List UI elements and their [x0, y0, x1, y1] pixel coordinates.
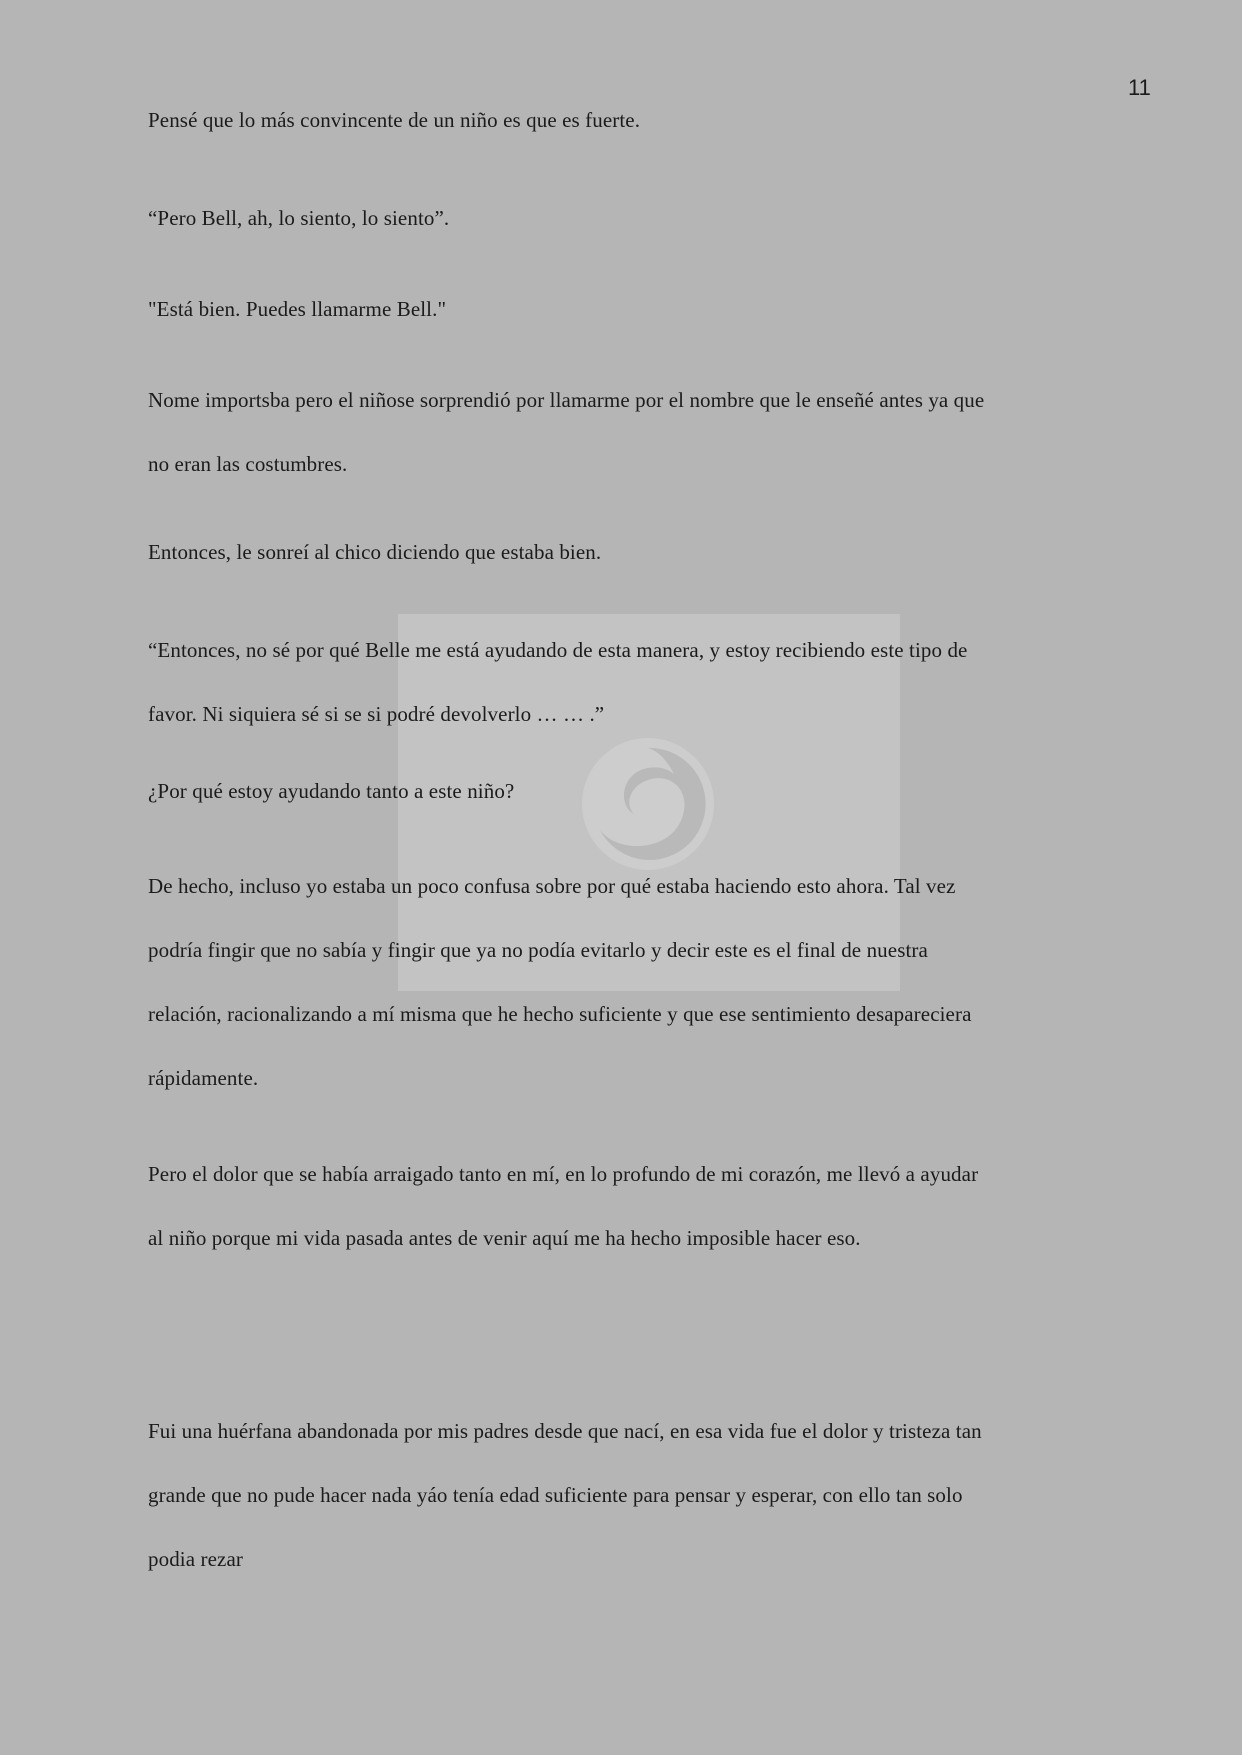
paragraph-line: Entonces, le sonreí al chico diciendo que estaba bien. [148, 540, 602, 564]
swirl-logo-icon [578, 734, 718, 874]
paragraph-line: no eran las costumbres. [148, 452, 348, 476]
paragraph-line: al niño porque mi vida pasada antes de venir aquí me ha hecho imposible hacer eso. [148, 1226, 861, 1250]
paragraph-line: De hecho, incluso yo estaba un poco confusa sobre por qué estaba haciendo esto ahora. Tal vez [148, 874, 956, 898]
paragraph-line: Pensé que lo más convincente de un niño es que es fuerte. [148, 108, 641, 132]
paragraph-line: relación, racionalizando a mí misma que he hecho suficiente y que ese sentimiento desapareciera [148, 1002, 972, 1026]
page-number: 11 [1128, 75, 1151, 100]
paragraph-line: rápidamente. [148, 1066, 259, 1090]
paragraph-line: ¿Por qué estoy ayudando tanto a este niño? [148, 779, 515, 803]
paragraph-line: podia rezar [148, 1547, 243, 1571]
paragraph-line: favor. Ni siquiera sé si se si podré devolverlo … … .” [148, 702, 605, 726]
paragraph-line: grande que no pude hacer nada yáo tenía edad suficiente para pensar y esperar, con ello tan solo [148, 1483, 963, 1507]
paragraph-line: "Está bien. Puedes llamarme Bell." [148, 297, 447, 321]
paragraph-line: “Entonces, no sé por qué Belle me está ayudando de esta manera, y estoy recibiendo este tipo de [148, 638, 968, 662]
paragraph-line: Fui una huérfana abandonada por mis padres desde que nací, en esa vida fue el dolor y tristeza tan [148, 1419, 982, 1443]
paragraph-line: podría fingir que no sabía y fingir que ya no podía evitarlo y decir este es el final de nuestra [148, 938, 928, 962]
paragraph-line: Nome importsba pero el niñose sorprendió por llamarme por el nombre que le enseñé antes ya que [148, 388, 985, 412]
paragraph-line: “Pero Bell, ah, lo siento, lo siento”. [148, 206, 450, 230]
paragraph-line: Pero el dolor que se había arraigado tanto en mí, en lo profundo de mi corazón, me llevó a ayudar [148, 1162, 979, 1186]
